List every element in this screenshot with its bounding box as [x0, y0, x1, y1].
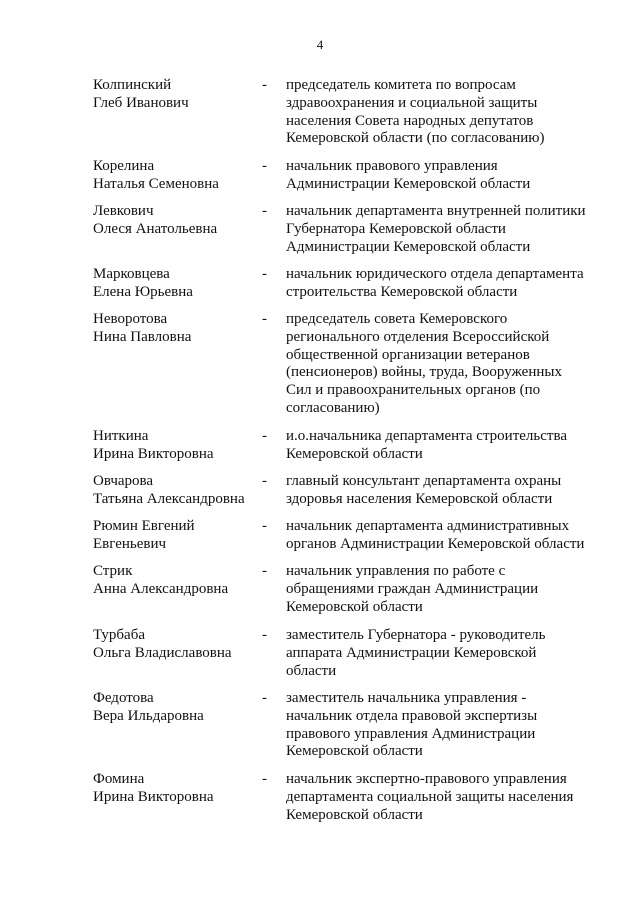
separator-dash: - [262, 771, 267, 787]
member-name-line: Ирина Викторовна [93, 445, 214, 462]
member-name-line: Корелина [93, 158, 155, 174]
member-position-line: начальник экспертно-правового управления [286, 771, 567, 787]
member-position-line: регионального отделения Всероссийской [286, 328, 550, 345]
member-position-line: начальник управления по работе с [286, 563, 506, 579]
member-name-line: Евгеньевич [93, 535, 167, 552]
member-name-line: Неворотова [93, 311, 168, 327]
member-name [93, 428, 253, 464]
member-position-line: заместитель Губернатора - руководитель [286, 627, 546, 643]
member-name [93, 473, 253, 509]
member-position-line: согласованию) [286, 399, 380, 416]
member-position-line: аппарата Администрации Кемеровской [286, 644, 537, 661]
member-name [93, 77, 253, 113]
separator-dash: - [262, 627, 267, 643]
member-position-line: начальник отдела правовой экспертизы [286, 707, 538, 724]
member-position-line: начальник департамента административных [286, 518, 570, 534]
member-position-line: начальник юридического отдела департамента [286, 266, 584, 282]
member-position-line: Кемеровской области [286, 806, 423, 823]
member-position-line: Кемеровской области [286, 598, 423, 615]
member-position-line: правового управления Администрации [286, 725, 536, 742]
member-name-line: Рюмин Евгений [93, 518, 195, 534]
member-name-line: Глеб Иванович [93, 94, 189, 111]
separator-dash: - [262, 266, 267, 282]
member-name-line: Вера Ильдаровна [93, 707, 204, 724]
member-position-line: здравоохранения и социальной защиты [286, 94, 538, 111]
member-position-line: Кемеровской области [286, 743, 423, 760]
member-position-line: строительства Кемеровской области [286, 283, 518, 300]
member-name-line: Татьяна Александровна [93, 490, 245, 507]
member-position-line: и.о.начальника департамента строительства [286, 428, 568, 444]
member-name-line: Нина Павловна [93, 328, 192, 345]
member-position [286, 627, 601, 680]
member-name [93, 266, 253, 302]
member-name-line: Федотова [93, 690, 154, 706]
member-name-line: Ирина Викторовна [93, 788, 214, 805]
member-name [93, 563, 253, 599]
member-name [93, 311, 253, 347]
member-position-line: обращениями граждан Администрации [286, 580, 539, 597]
member-position-line: департамента социальной защиты населения [286, 788, 574, 805]
member-name [93, 627, 253, 663]
separator-dash: - [262, 203, 267, 219]
separator-dash: - [262, 311, 267, 327]
member-name [93, 518, 253, 554]
member-name-line: Фомина [93, 771, 145, 787]
member-position [286, 77, 601, 148]
member-position [286, 428, 601, 464]
member-name [93, 203, 253, 239]
member-position-line: общественной организации ветеранов [286, 346, 530, 363]
member-position-line: здоровья населения Кемеровской области [286, 490, 553, 507]
member-position-line: (пенсионеров) войны, труда, Вооруженных [286, 364, 562, 381]
member-position [286, 563, 601, 616]
member-name [93, 158, 253, 194]
member-position-line: Администрации Кемеровской области [286, 175, 531, 192]
separator-dash: - [262, 428, 267, 444]
member-position [286, 771, 601, 824]
member-position [286, 158, 601, 194]
member-position-line: председатель комитета по вопросам [286, 77, 516, 93]
member-position-line: начальник правового управления [286, 158, 498, 174]
member-position-line: Сил и правоохранительных органов (по [286, 382, 541, 399]
separator-dash: - [262, 563, 267, 579]
member-position-line: населения Совета народных депутатов [286, 112, 534, 129]
member-name-line: Турбаба [93, 627, 145, 643]
member-name-line: Ниткина [93, 428, 149, 444]
separator-dash: - [262, 77, 267, 93]
member-position-line: заместитель начальника управления - [286, 690, 527, 706]
member-name-line: Левкович [93, 203, 154, 219]
member-position-line: Администрации Кемеровской области [286, 238, 531, 255]
member-name-line: Стрик [93, 563, 133, 579]
separator-dash: - [262, 690, 267, 706]
member-name-line: Колпинский [93, 77, 172, 93]
member-position [286, 266, 601, 302]
member-position-line: области [286, 662, 337, 679]
separator-dash: - [262, 473, 267, 489]
member-position [286, 690, 601, 761]
page-number: 4 [316, 37, 324, 52]
member-position-line: Губернатора Кемеровской области [286, 220, 506, 237]
member-position-line: Кемеровской области [286, 445, 423, 462]
member-name [93, 771, 253, 807]
member-name-line: Марковцева [93, 266, 170, 282]
member-name-line: Наталья Семеновна [93, 175, 219, 192]
member-position-line: Кемеровской области (по согласованию) [286, 130, 545, 147]
member-position-line: органов Администрации Кемеровской области [286, 535, 585, 552]
member-name-line: Елена Юрьевна [93, 283, 193, 300]
member-name-line: Ольга Владиславовна [93, 644, 232, 661]
member-position [286, 203, 601, 256]
separator-dash: - [262, 158, 267, 174]
member-position [286, 311, 601, 418]
member-name [93, 690, 253, 726]
member-name-line: Олеся Анатольевна [93, 220, 218, 237]
member-position-line: председатель совета Кемеровского [286, 311, 508, 327]
member-position [286, 473, 601, 509]
separator-dash: - [262, 518, 267, 534]
member-name-line: Овчарова [93, 473, 154, 489]
member-position [286, 518, 601, 554]
member-position-line: главный консультант департамента охраны [286, 473, 562, 489]
member-position-line: начальник департамента внутренней политики [286, 203, 586, 219]
member-name-line: Анна Александровна [93, 580, 229, 597]
